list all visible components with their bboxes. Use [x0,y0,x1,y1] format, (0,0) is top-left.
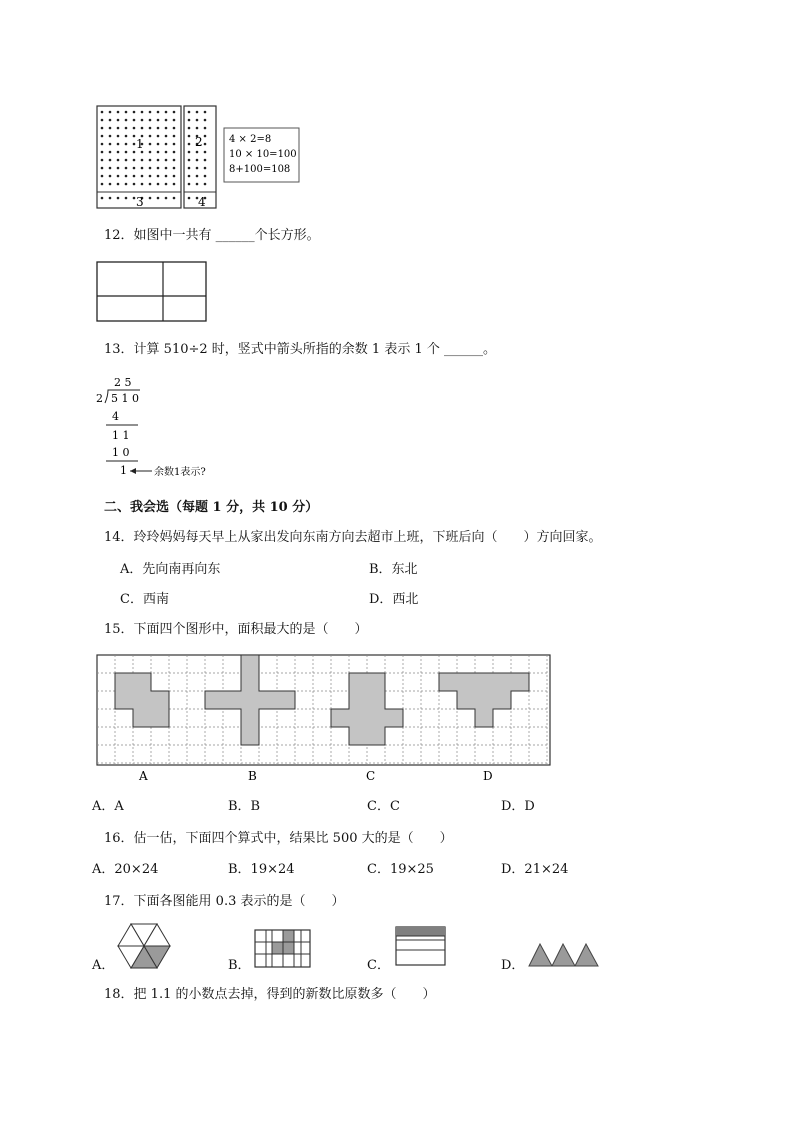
question-18: 18．把 1.1 的小数点去掉，得到的新数比原数多（ ） [104,987,436,1002]
option-b[interactable]: B．19×24 [228,862,295,877]
dot-region-label: 3 [136,195,144,209]
equation-line: 10 × 10=100 [229,149,297,160]
option-d[interactable]: D．D [501,799,535,814]
option-a[interactable]: A．先向南再向东 [120,562,221,577]
question-12: 12．如图中一共有 ______个长方形。 [104,228,320,243]
option-b[interactable]: B． [228,958,251,973]
question-13: 13．计算 510÷2 时，竖式中箭头所指的余数 1 表示 1 个 ______。 [104,342,496,357]
figure-label: B [248,769,257,783]
dot-region-label: 1 [136,137,144,151]
question-16: 16．估一估，下面四个算式中，结果比 500 大的是（ ） [104,831,453,846]
question-17: 17．下面各图能用 0.3 表示的是（ ） [104,894,345,909]
option-d[interactable]: D． [501,958,525,973]
option-a[interactable]: A．A [92,799,124,814]
option-b[interactable]: B．B [228,799,261,814]
grid-figure [254,929,312,969]
option-c[interactable]: C．19×25 [367,862,434,877]
division-dividend: 5 1 0 [111,392,139,405]
figure-label: D [483,769,493,783]
division-divisor: 2 [96,392,103,405]
dot-region-label: 2 [195,135,203,149]
rectangle-figure [96,261,208,323]
option-b[interactable]: B．东北 [369,562,418,577]
question-14: 14．玲玲妈妈每天早上从家出发向东南方向去超市上班，下班后向（ ）方向回家。 [104,530,602,545]
option-c[interactable]: C． [367,958,390,973]
question-15: 15．下面四个图形中，面积最大的是（ ） [104,622,368,637]
division-step: 1 0 [112,446,130,459]
figure-label: C [366,769,376,783]
equation-line: 4 × 2=8 [229,134,272,145]
division-remainder: 1 [120,464,127,477]
equation-line: 8+100=108 [229,164,291,175]
dot-region-label: 4 [198,195,206,209]
remainder-note: 余数1表示? [154,467,206,478]
triangles-figure [528,942,600,968]
dot-grid-figure [96,104,306,212]
option-d[interactable]: D．西北 [369,592,419,607]
area-comparison-figure [96,654,554,786]
option-a[interactable]: A． [92,958,115,973]
figure-label: A [139,769,148,783]
division-step: 1 1 [112,429,130,442]
option-d[interactable]: D．21×24 [501,862,569,877]
long-division-figure [94,372,234,480]
division-quotient: 2 5 [114,376,132,389]
option-c[interactable]: C．C [367,799,400,814]
option-c[interactable]: C．西南 [120,592,169,607]
section-title: 二、我会选（每题 1 分，共 10 分） [104,500,319,515]
hexagon-figure [117,922,171,970]
division-step: 4 [112,410,119,423]
striped-rect-figure [395,926,447,968]
option-a[interactable]: A．20×24 [92,862,159,877]
